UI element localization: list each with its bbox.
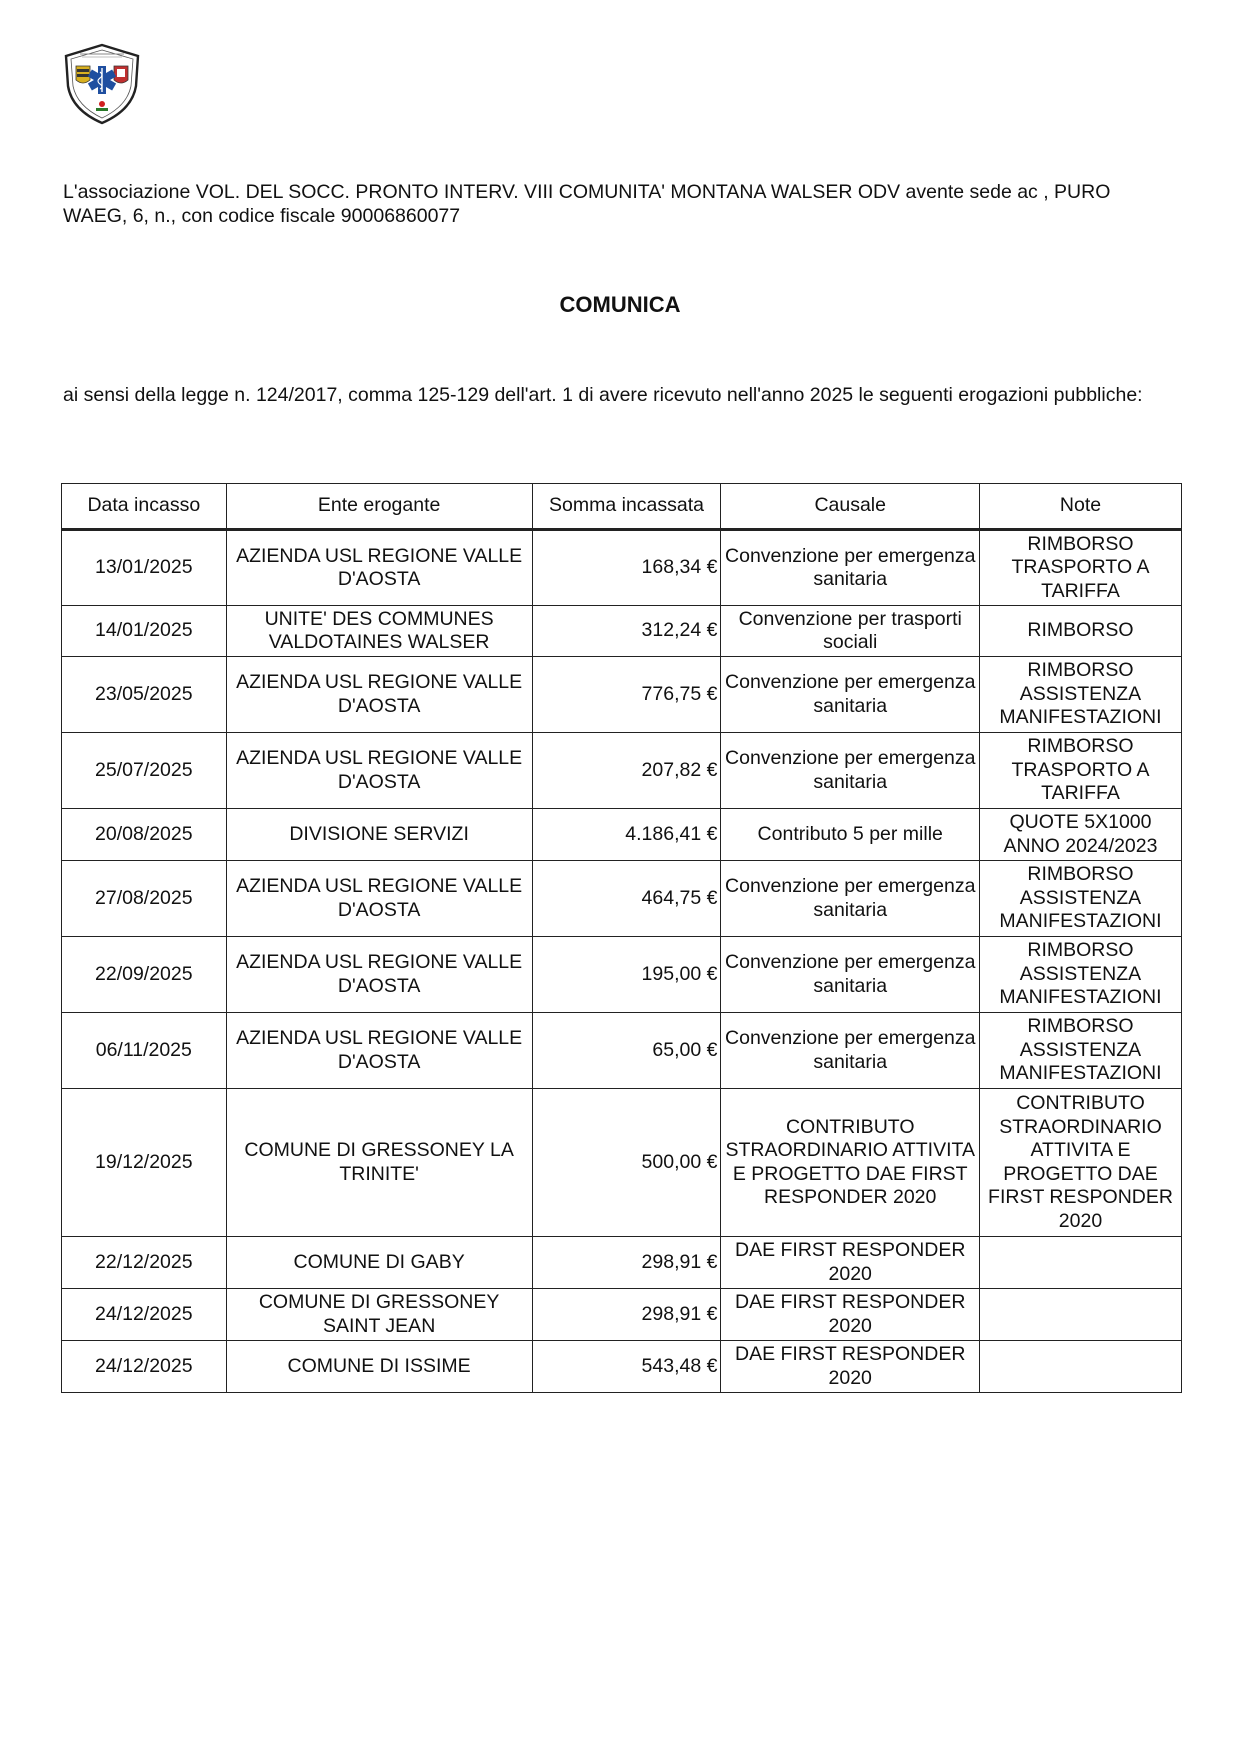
cell-cause: DAE FIRST RESPONDER 2020	[721, 1237, 980, 1289]
cell-cause: Contributo 5 per mille	[721, 809, 980, 861]
cell-cause: CONTRIBUTO STRAORDINARIO ATTIVITA E PROGETTO DAE FIRST RESPONDER 2020	[721, 1089, 980, 1237]
cell-note: RIMBORSO ASSISTENZA MANIFESTAZIONI	[979, 657, 1181, 733]
cell-entity: UNITE' DES COMMUNES VALDOTAINES WALSER	[226, 606, 532, 657]
cell-amount: 464,75 €	[532, 861, 721, 937]
cell-note	[979, 1289, 1181, 1341]
table-row	[62, 733, 1182, 809]
table-row	[62, 657, 1182, 733]
cell-date: 06/11/2025	[62, 1013, 227, 1089]
cell-entity: AZIENDA USL REGIONE VALLE D'AOSTA	[226, 657, 532, 733]
cell-amount: 543,48 €	[532, 1341, 721, 1393]
cell-date: 13/01/2025	[62, 530, 227, 606]
table-row	[62, 530, 1182, 606]
cell-cause: Convenzione per emergenza sanitaria	[721, 1013, 980, 1089]
cell-entity: COMUNE DI GABY	[226, 1237, 532, 1289]
table-row	[62, 809, 1182, 861]
cell-amount: 776,75 €	[532, 657, 721, 733]
cell-amount: 168,34 €	[532, 530, 721, 606]
cell-date: 14/01/2025	[62, 606, 227, 657]
cell-amount: 4.186,41 €	[532, 809, 721, 861]
cell-entity: AZIENDA USL REGIONE VALLE D'AOSTA	[226, 861, 532, 937]
cell-entity: AZIENDA USL REGIONE VALLE D'AOSTA	[226, 530, 532, 606]
cell-note: RIMBORSO TRASPORTO A TARIFFA	[979, 530, 1181, 606]
cell-date: 20/08/2025	[62, 809, 227, 861]
table-row	[62, 1237, 1182, 1289]
cell-cause: DAE FIRST RESPONDER 2020	[721, 1341, 980, 1393]
association-logo	[62, 42, 142, 126]
cell-date: 24/12/2025	[62, 1289, 227, 1341]
cell-note: RIMBORSO ASSISTENZA MANIFESTAZIONI	[979, 937, 1181, 1013]
intro-paragraph: L'associazione VOL. DEL SOCC. PRONTO INTERV. VIII COMUNITA' MONTANA WALSER ODV avente sede ac , PURO WAEG, 6, n., con codice fiscale 90006860077	[63, 181, 1111, 227]
cell-cause: Convenzione per trasporti sociali	[721, 606, 980, 657]
table-header	[62, 484, 1182, 530]
column-header-note: Note	[979, 484, 1181, 530]
table-row	[62, 1341, 1182, 1393]
cell-note: RIMBORSO ASSISTENZA MANIFESTAZIONI	[979, 861, 1181, 937]
column-header-amount: Somma incassata	[532, 484, 721, 530]
cell-note: RIMBORSO ASSISTENZA MANIFESTAZIONI	[979, 1013, 1181, 1089]
cell-date: 27/08/2025	[62, 861, 227, 937]
cell-entity: DIVISIONE SERVIZI	[226, 809, 532, 861]
cell-cause: DAE FIRST RESPONDER 2020	[721, 1289, 980, 1341]
cell-cause: Convenzione per emergenza sanitaria	[721, 937, 980, 1013]
cell-amount: 298,91 €	[532, 1289, 721, 1341]
cell-entity: COMUNE DI ISSIME	[226, 1341, 532, 1393]
cell-entity: COMUNE DI GRESSONEY LA TRINITE'	[226, 1089, 532, 1237]
cell-note	[979, 1341, 1181, 1393]
column-header-entity: Ente erogante	[226, 484, 532, 530]
table-row	[62, 937, 1182, 1013]
cell-note: QUOTE 5X1000 ANNO 2024/2023	[979, 809, 1181, 861]
cell-note: CONTRIBUTO STRAORDINARIO ATTIVITA E PROGETTO DAE FIRST RESPONDER 2020	[979, 1089, 1181, 1237]
cell-entity: COMUNE DI GRESSONEY SAINT JEAN	[226, 1289, 532, 1341]
cell-note: RIMBORSO	[979, 606, 1181, 657]
page-title: COMUNICA	[559, 292, 681, 317]
cell-date: 22/09/2025	[62, 937, 227, 1013]
table-row	[62, 1289, 1182, 1341]
table-row	[62, 1013, 1182, 1089]
cell-cause: Convenzione per emergenza sanitaria	[721, 530, 980, 606]
cell-amount: 65,00 €	[532, 1013, 721, 1089]
cell-date: 24/12/2025	[62, 1341, 227, 1393]
cell-date: 22/12/2025	[62, 1237, 227, 1289]
cell-note: RIMBORSO TRASPORTO A TARIFFA	[979, 733, 1181, 809]
legal-paragraph: ai sensi della legge n. 124/2017, comma 125-129 dell'art. 1 di avere ricevuto nell'anno 2025 le seguenti erogazioni pubbliche:	[63, 384, 1143, 406]
table-row	[62, 1089, 1182, 1237]
table-row	[62, 606, 1182, 657]
cell-amount: 500,00 €	[532, 1089, 721, 1237]
column-header-date: Data incasso	[62, 484, 227, 530]
cell-entity: AZIENDA USL REGIONE VALLE D'AOSTA	[226, 1013, 532, 1089]
cell-entity: AZIENDA USL REGIONE VALLE D'AOSTA	[226, 733, 532, 809]
cell-date: 19/12/2025	[62, 1089, 227, 1237]
cell-note	[979, 1237, 1181, 1289]
cell-cause: Convenzione per emergenza sanitaria	[721, 733, 980, 809]
cell-date: 23/05/2025	[62, 657, 227, 733]
cell-amount: 312,24 €	[532, 606, 721, 657]
cell-date: 25/07/2025	[62, 733, 227, 809]
column-header-cause: Causale	[721, 484, 980, 530]
cell-amount: 207,82 €	[532, 733, 721, 809]
table-row	[62, 861, 1182, 937]
cell-entity: AZIENDA USL REGIONE VALLE D'AOSTA	[226, 937, 532, 1013]
grants-table	[61, 483, 1182, 1393]
cell-amount: 298,91 €	[532, 1237, 721, 1289]
cell-amount: 195,00 €	[532, 937, 721, 1013]
cell-cause: Convenzione per emergenza sanitaria	[721, 861, 980, 937]
cell-cause: Convenzione per emergenza sanitaria	[721, 657, 980, 733]
